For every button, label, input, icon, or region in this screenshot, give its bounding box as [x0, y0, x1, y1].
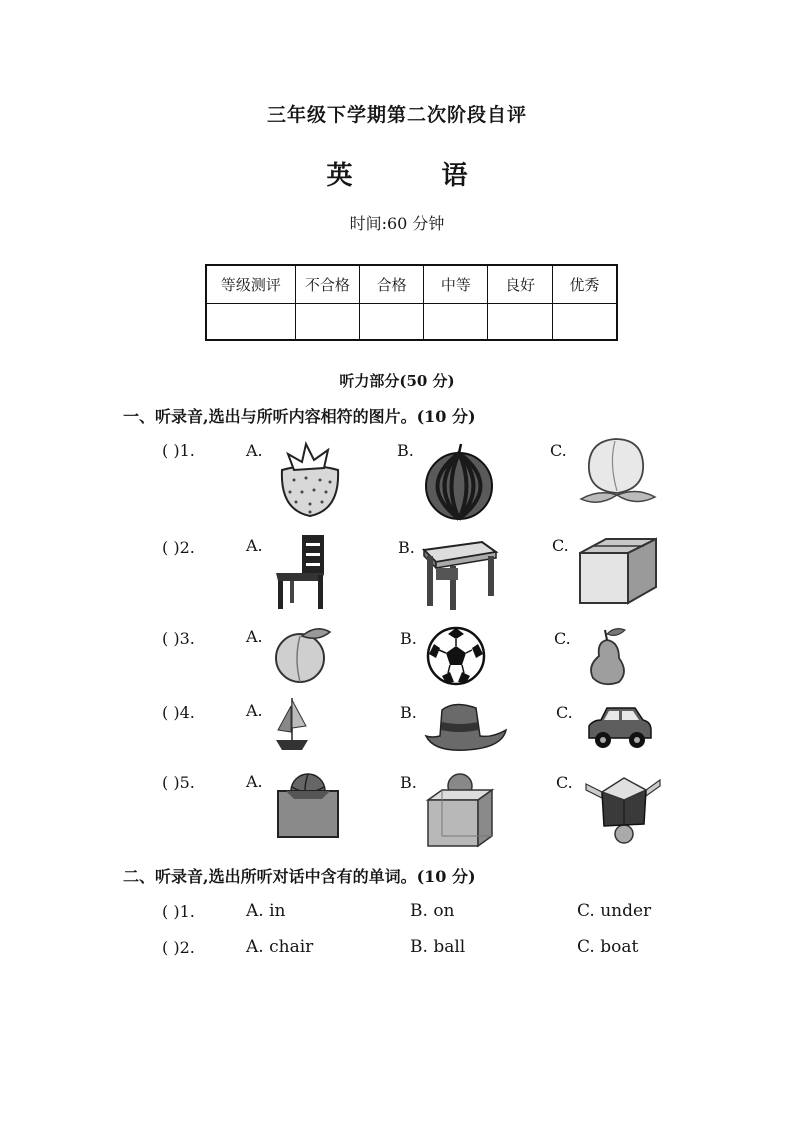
option-c-label: C.: [552, 536, 569, 555]
option-c-word: boat: [600, 937, 639, 957]
grade-header-cell: 中等: [424, 265, 488, 304]
option-b-label: B.: [400, 703, 417, 722]
question-number[interactable]: ( )4.: [162, 703, 195, 722]
grade-blank-cell[interactable]: [424, 304, 488, 341]
option-a: [246, 901, 285, 921]
option-a-word: chair: [269, 937, 314, 957]
desk-icon[interactable]: [422, 540, 498, 612]
option-a-label: A.: [246, 901, 264, 921]
part1-title: 一、听录音,选出与所听内容相符的图片。(10 分): [123, 407, 476, 426]
pear-icon[interactable]: [585, 626, 633, 688]
subject-title: 英 语: [326, 161, 508, 191]
option-c-label: C.: [577, 937, 595, 957]
ball-under-box-icon[interactable]: [584, 774, 662, 844]
option-a-label: A.: [246, 441, 263, 460]
option-c-label: C.: [556, 703, 573, 722]
option-c-label: C.: [554, 629, 571, 648]
option-a-label: A.: [246, 627, 263, 646]
grade-header-cell: 不合格: [295, 265, 359, 304]
question-number[interactable]: ( )1.: [162, 902, 195, 921]
ball-in-box-icon[interactable]: [276, 771, 342, 839]
grade-blank-cell[interactable]: [206, 304, 295, 341]
grade-header-cell: 等级测评: [206, 265, 295, 304]
option-b-label: B.: [400, 629, 417, 648]
box-icon[interactable]: [578, 537, 658, 607]
grade-blank-cell[interactable]: [295, 304, 359, 341]
grade-table-blank-row: [206, 304, 617, 341]
grade-blank-cell[interactable]: [552, 304, 617, 341]
exam-title: 三年级下学期第二次阶段自评: [266, 104, 527, 126]
option-b-word: on: [433, 901, 455, 921]
chair-icon[interactable]: [272, 533, 330, 611]
option-c-word: under: [600, 901, 652, 921]
question-number[interactable]: ( )3.: [162, 629, 195, 648]
option-b: [410, 937, 465, 957]
option-a-word: in: [269, 901, 286, 921]
option-c-label: C.: [550, 441, 567, 460]
grade-table: [205, 264, 618, 341]
option-a-label: A.: [246, 772, 263, 791]
grade-header-cell: 优秀: [552, 265, 617, 304]
option-a-label: A.: [246, 937, 264, 957]
option-b-label: B.: [410, 901, 428, 921]
question-number[interactable]: ( )1.: [162, 441, 195, 460]
grade-header-cell: 合格: [360, 265, 424, 304]
option-b-label: B.: [400, 773, 417, 792]
peach-icon[interactable]: [575, 433, 660, 513]
option-c-label: C.: [577, 901, 595, 921]
car-icon[interactable]: [585, 704, 655, 750]
strawberry-icon[interactable]: [272, 440, 347, 520]
time-limit: 时间:60 分钟: [349, 214, 445, 233]
option-a-label: A.: [246, 536, 263, 555]
option-b-label: B.: [397, 441, 414, 460]
question-number[interactable]: ( )5.: [162, 773, 195, 792]
option-c-label: C.: [556, 773, 573, 792]
option-a: [246, 937, 313, 957]
hat-icon[interactable]: [424, 702, 508, 752]
football-icon[interactable]: [426, 626, 486, 686]
question-number[interactable]: ( )2.: [162, 938, 195, 957]
grade-header-cell: 良好: [488, 265, 552, 304]
option-b-label: B.: [410, 937, 428, 957]
part2-title: 二、听录音,选出所听对话中含有的单词。(10 分): [123, 867, 476, 886]
boat-icon[interactable]: [274, 696, 310, 754]
grade-blank-cell[interactable]: [360, 304, 424, 341]
peach-round-icon[interactable]: [272, 626, 334, 684]
grade-table-header-row: [206, 265, 617, 304]
watermelon-icon[interactable]: [424, 442, 494, 520]
option-c: [577, 937, 638, 957]
listening-section-heading: 听力部分(50 分): [339, 372, 455, 390]
question-number[interactable]: ( )2.: [162, 538, 195, 557]
ball-on-box-icon[interactable]: [426, 772, 494, 848]
grade-blank-cell[interactable]: [488, 304, 552, 341]
option-b-word: ball: [433, 937, 466, 957]
option-c: [577, 901, 651, 921]
option-a-label: A.: [246, 701, 263, 720]
option-b-label: B.: [398, 538, 415, 557]
option-b: [410, 901, 455, 921]
